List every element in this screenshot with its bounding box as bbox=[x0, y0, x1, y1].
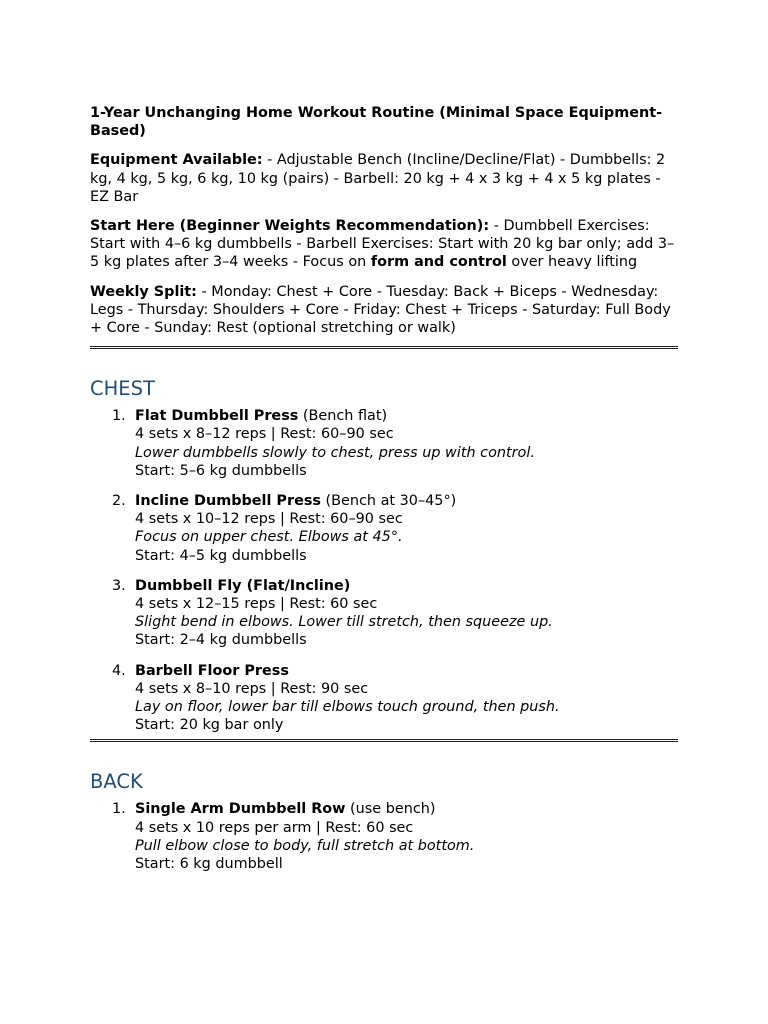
exercise-list-back bbox=[90, 800, 680, 873]
exercise-list-chest bbox=[90, 407, 680, 734]
start-text: - Dumbbell Exercises: Start with 4–6 kg dumbbells - Barbell Exercises: Start with 20 kg bar only; add 3–5 kg plates after 3–4 weeks - Focus on bbox=[90, 218, 675, 271]
exercise-tip: Lower dumbbells slowly to chest, press up with control. bbox=[135, 444, 535, 461]
start-emphasis: form and control bbox=[370, 254, 507, 271]
section-divider bbox=[90, 346, 678, 349]
section-divider bbox=[90, 739, 678, 742]
list-item bbox=[90, 407, 680, 480]
list-item bbox=[90, 662, 680, 735]
start-paragraph bbox=[90, 217, 680, 272]
exercise-tip: Slight bend in elbows. Lower till stretch, then squeeze up. bbox=[135, 614, 553, 631]
exercise-tip: Focus on upper chest. Elbows at 45°. bbox=[135, 529, 403, 546]
list-item bbox=[90, 800, 680, 873]
exercise-sets: 4 sets x 8–12 reps | Rest: 60–90 sec bbox=[135, 426, 394, 443]
equipment-label: Equipment Available: bbox=[90, 152, 263, 169]
item-number: 1. bbox=[112, 408, 126, 425]
split-text: - Monday: Chest + Core - Tuesday: Back + Biceps - Wednesday: Legs - Thursday: Shoulders + Core - Friday: Chest + Triceps - Saturday: Full Body + Core - Sunday: Rest (optional stretching or walk) bbox=[90, 283, 671, 337]
exercise-start: Start: 6 kg dumbbell bbox=[135, 856, 283, 873]
exercise-sets: 4 sets x 8–10 reps | Rest: 90 sec bbox=[135, 680, 369, 697]
exercise-note: (Bench flat) bbox=[298, 408, 388, 425]
exercise-tip: Lay on floor, lower bar till elbows touch ground, then push. bbox=[135, 699, 560, 716]
exercise-sets: 4 sets x 10–12 reps | Rest: 60–90 sec bbox=[135, 511, 403, 528]
section-heading-back: BACK bbox=[90, 770, 143, 794]
exercise-name: Flat Dumbbell Press bbox=[135, 408, 299, 425]
start-text-end: over heavy lifting bbox=[506, 254, 638, 271]
document-title: 1-Year Unchanging Home Workout Routine (Minimal Space Equipment-Based) bbox=[90, 105, 663, 140]
exercise-name: Single Arm Dumbbell Row bbox=[135, 801, 346, 818]
start-label: Start Here (Beginner Weights Recommendation): bbox=[90, 218, 490, 235]
exercise-name: Incline Dumbbell Press bbox=[135, 493, 321, 510]
exercise-start: Start: 5–6 kg dumbbells bbox=[135, 462, 307, 479]
exercise-sets: 4 sets x 12–15 reps | Rest: 60 sec bbox=[135, 596, 378, 613]
item-number: 2. bbox=[112, 493, 126, 510]
equipment-text: - Adjustable Bench (Incline/Decline/Flat) - Dumbbells: 2 kg, 4 kg, 5 kg, 6 kg, 10 kg (pairs) - Barbell: 20 kg + 4 x 3 kg + 4 x 5 kg plates - EZ Bar bbox=[90, 152, 666, 205]
split-label: Weekly Split: bbox=[90, 283, 197, 300]
exercise-start: Start: 2–4 kg dumbbells bbox=[135, 632, 307, 649]
item-number: 1. bbox=[112, 801, 126, 818]
exercise-note: (use bench) bbox=[345, 801, 436, 818]
item-number: 3. bbox=[112, 577, 126, 594]
document-page bbox=[90, 104, 680, 885]
exercise-start: Start: 20 kg bar only bbox=[135, 717, 284, 734]
exercise-tip: Pull elbow close to body, full stretch at bottom. bbox=[135, 837, 475, 854]
exercise-start: Start: 4–5 kg dumbbells bbox=[135, 547, 307, 564]
list-item bbox=[90, 492, 680, 565]
item-number: 4. bbox=[112, 662, 126, 679]
list-item bbox=[90, 577, 680, 650]
exercise-name: Barbell Floor Press bbox=[135, 662, 289, 679]
split-paragraph bbox=[90, 283, 680, 338]
section-heading-chest: CHEST bbox=[90, 377, 155, 401]
equipment-paragraph bbox=[90, 151, 680, 206]
exercise-name: Dumbbell Fly (Flat/Incline) bbox=[135, 577, 351, 594]
exercise-note: (Bench at 30–45°) bbox=[320, 493, 457, 510]
exercise-sets: 4 sets x 10 reps per arm | Rest: 60 sec bbox=[135, 819, 414, 836]
